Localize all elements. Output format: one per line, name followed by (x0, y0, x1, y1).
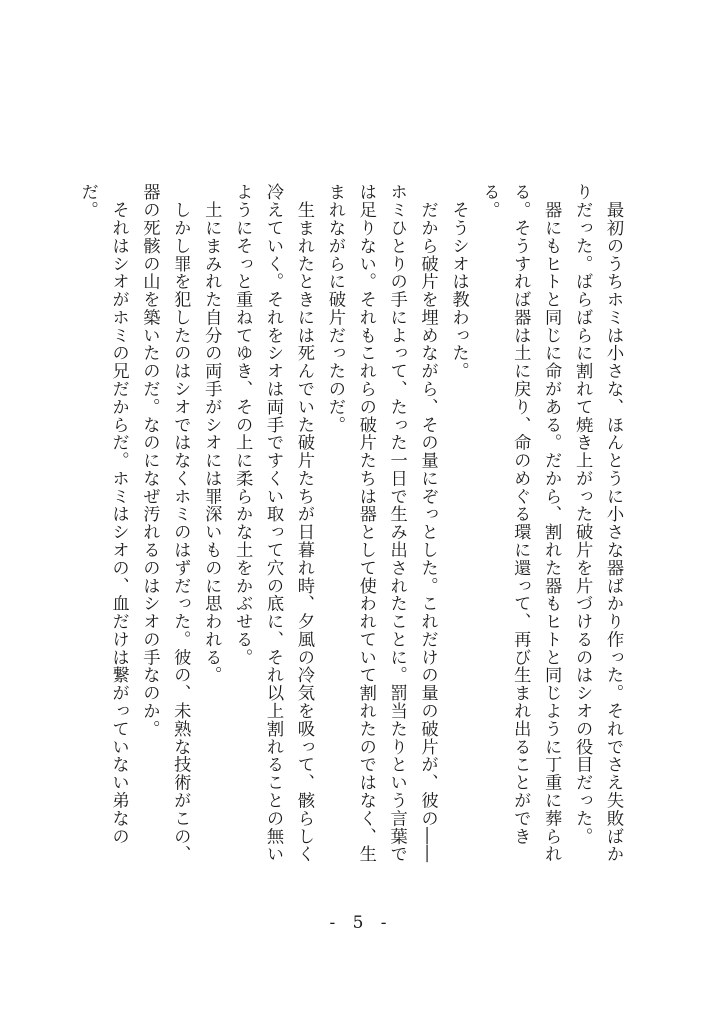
paragraph-6: 土にまみれた自分の両手がシオには罪深いものに思われる。 (201, 183, 222, 684)
paragraph-3: そうシオは教わった。 (448, 183, 469, 380)
paragraph-5: 生まれたときには死んでいた破片たちが日暮れ時、夕風の冷気を吸って、骸らしく冷えていく。それをシオは両手ですくい取って穴の底に、それ以上割れることの無いようにそっと重ねてゆき、その上に柔らかな土をかぶせる。 (232, 183, 314, 863)
page-number: - 5 - (329, 913, 393, 933)
paragraph-7: しかし罪を犯したのはシオではなくホミのはずだった。彼の、未熟な技術がこの、器の死骸の山を築いたのだ。なのになぜ汚れるのはシオの手なのか。 (139, 183, 191, 863)
paragraph-8: それはシオがホミの兄だからだ。ホミはシオの、血だけは繋がっていない弟なのだ。 (77, 183, 129, 845)
vertical-text-body (72, 183, 628, 863)
paragraph-1: 最初のうちホミは小さな、ほんとうに小さな器ばかり作った。それでさえ失敗ばかりだった。ばらばらに割れて焼き上がった破片を片づけるのはシオの役目だった。 (572, 183, 623, 863)
paragraph-2: 器にもヒトと同じに命がある。だから、割れた器もヒトと同じように丁重に葬られる。そうすれば器は土に戻り、命のめぐる環に還って、再び生まれ出ることができる。 (479, 183, 562, 863)
paragraph-4: だから破片を埋めながら、その量にぞっとした。これだけの量の破片が、彼の――ホミひとりの手によって、たった一日で生み出されたことに。罰当たりという言葉では足りない。それもこれらの破片たちは器として使われていて割れたのではなく、生まれながらに破片だったのだ。 (324, 183, 438, 863)
